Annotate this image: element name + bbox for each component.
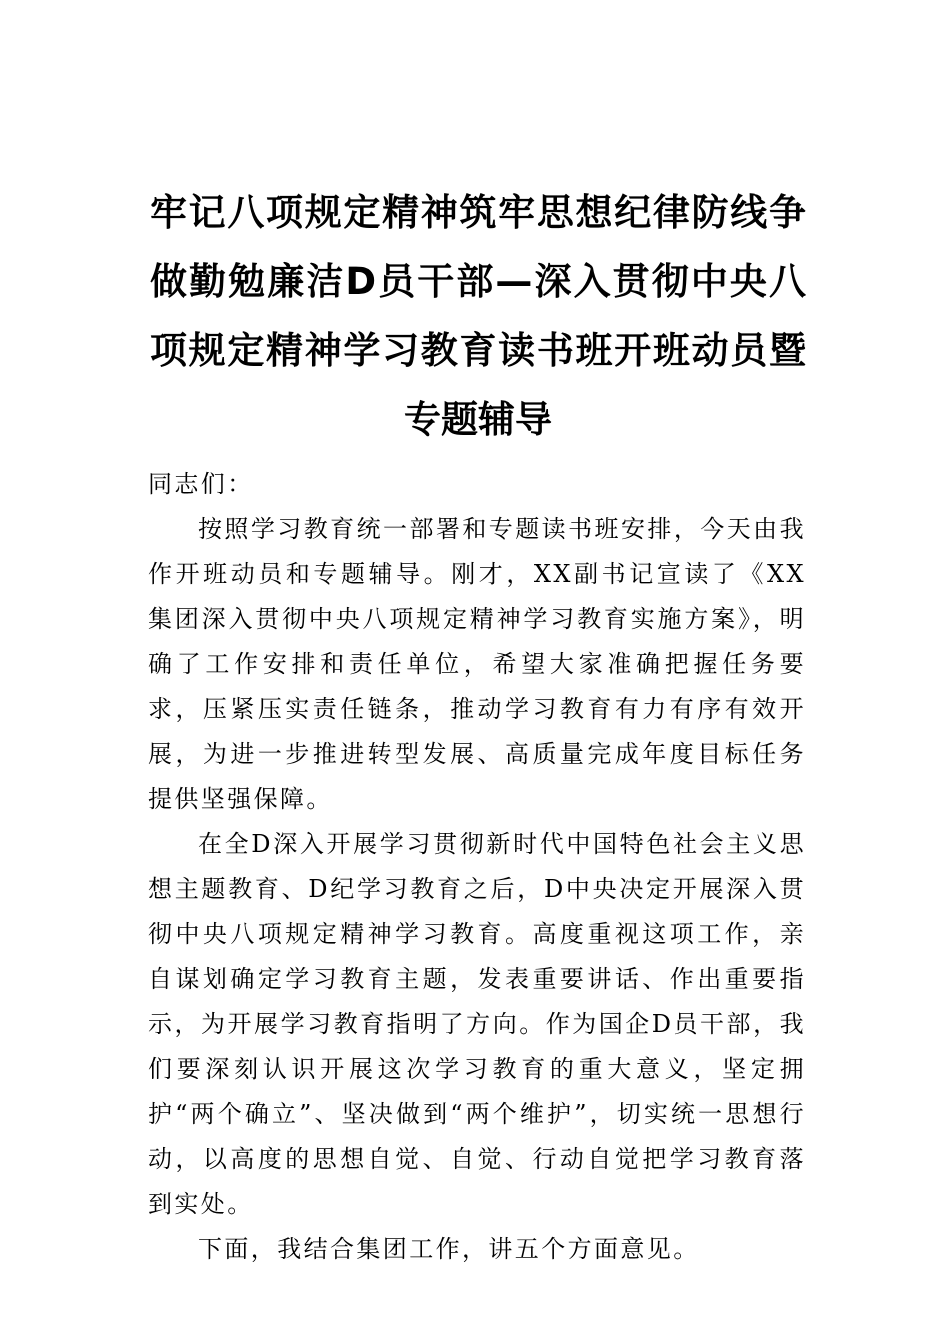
document-title: 牢记八项规定精神筑牢思想纪律防线争做勤勉廉洁D员干部—深入贯彻中央八项规定精神学习教育读书班开班动员暨专题辅导 <box>150 191 806 441</box>
paragraph-significance: 在全D深入开展学习贯彻新时代中国特色社会主义思想主题教育、D纪学习教育之后，D中央决定开展深入贯彻中央八项规定精神学习教育。高度重视这项工作，亲自谋划确定学习教育主题，发表重要讲话、作出重要指示，为开展学习教育指明了方向。作为国企D员干部，我们要深刻认识开展这次学习教育的重大意义，坚定拥护“两个确立”、坚决做到“两个维护”，切实统一思想行动，以高度的思想自觉、自觉、行动自觉把学习教育落到实处。 <box>148 830 806 1218</box>
paragraph-outline: 下面，我结合集团工作，讲五个方面意见。 <box>198 1235 700 1263</box>
document-body <box>148 462 806 1272</box>
salutation: 同志们： <box>148 470 254 498</box>
paragraph-intro: 按照学习教育统一部署和专题读书班安排，今天由我作开班动员和专题辅导。刚才，XX副书记宣读了《XX集团深入贯彻中央八项规定精神学习教育实施方案》，明确了工作安排和责任单位，希望大家准确把握任务要求，压紧压实责任链条，推动学习教育有力有序有效开展，为进一步推进转型发展、高质量完成年度目标任务提供坚强保障。 <box>148 515 806 813</box>
